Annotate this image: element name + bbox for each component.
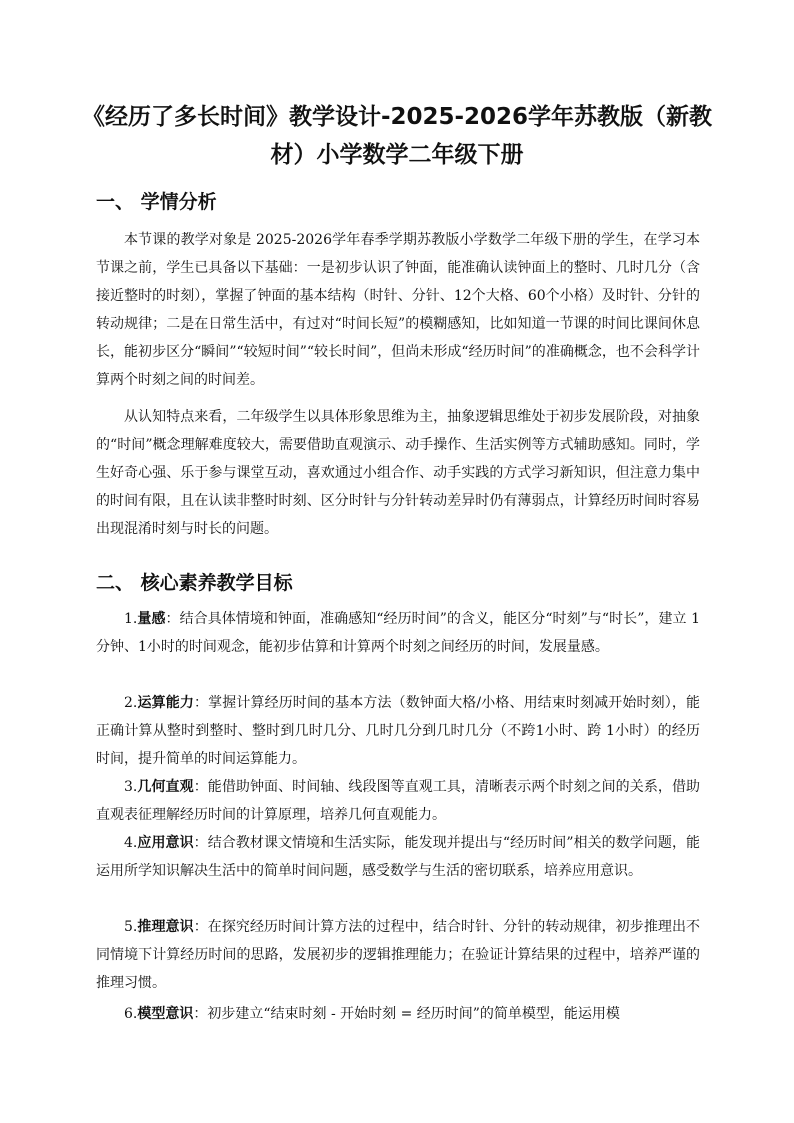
goal-number: 6. (124, 1006, 138, 1022)
goal-text: ：在探究经历时间计算方法的过程中，结合时针、分针的转动规律，初步推理出不同情境下计算经历时间的思路，发展初步的逻辑推理能力；在验证计算结果的过程中，培养严谨的推理习惯。 (96, 919, 701, 991)
section-heading-core-goals: 二、 核心素养教学目标 (96, 572, 293, 594)
goal-item (96, 773, 700, 829)
goal-number: 3. (124, 779, 138, 795)
section-heading-learning-analysis: 一、 学情分析 (96, 191, 217, 213)
goal-text: ：能借助钟面、时间轴、线段图等直观工具，清晰表示两个时刻之间的关系，借助直观表征理解经历时间的计算原理，培养几何直观能力。 (96, 779, 701, 823)
goal-text: ：结合具体情境和钟面，准确感知“经历时间”的含义，能区分“时刻”与“时长”，建立 1分钟、1小时的时间观念，能初步估算和计算两个时刻之间经历的时间，发展量感。 (96, 611, 700, 655)
goal-number: 4. (124, 835, 138, 851)
goal-number: 1. (124, 611, 138, 627)
goal-item (96, 689, 700, 773)
goal-number: 5. (124, 919, 138, 935)
goal-term: 运算能力 (137, 695, 194, 711)
goal-term: 模型意识 (137, 1006, 194, 1022)
paragraph: 从认知特点来看，二年级学生以具体形象思维为主，抽象逻辑思维处于初步发展阶段，对抽象的“时间”概念理解难度较大，需要借助直观演示、动手操作、生活实例等方式辅助感知。同时，学生好奇心强、乐于参与课堂互动，喜欢通过小组合作、动手实践的方式学习新知识，但注意力集中的时间有限，且在认读非整时时刻、区分时针与分针转动差异时仍有薄弱点，计算经历时间时容易出现混淆时刻与时长的问题。 (96, 409, 700, 537)
goal-term: 量感 (137, 611, 166, 627)
goal-text: ：结合教材课文情境和生活实际，能发现并提出与“经历时间”相关的数学问题，能运用所学知识解决生活中的简单时间问题，感受数学与生活的密切联系，培养应用意识。 (96, 835, 701, 879)
document-title: 《经历了多长时间》教学设计-2025-2026学年苏教版（新教材）小学数学二年级下册 (81, 104, 713, 168)
goal-item (96, 829, 700, 885)
goal-text: ：初步建立“结束时刻 - 开始时刻 = 经历时间”的简单模型，能运用模 (193, 1006, 620, 1022)
goal-item (96, 913, 700, 997)
goal-item (96, 1000, 700, 1028)
paragraph: 本节课的教学对象是 2025-2026学年春季学期苏教版小学数学二年级下册的学生，在学习本节课之前，学生已具备以下基础：一是初步认识了钟面，能准确认读钟面上的整时、几时几分（含接近整时的时刻），掌握了钟面的基本结构（时针、分针、12个大格、60个小格）及时针、分针的转动规律；二是在日常生活中，有过对“时间长短”的模糊感知，比如知道一节课的时间比课间休息长，能初步区分“瞬间”“较短时间”“较长时间”，但尚未形成“经历时间”的准确概念，也不会科学计算两个时刻之间的时间差。 (96, 232, 700, 388)
goal-text: ：掌握计算经历时间的基本方法（数钟面大格/小格、用结束时刻减开始时刻），能正确计算从整时到整时、整时到几时几分、几时几分到几时几分（不跨1小时、跨 1小时）的经历时间，提升简单的时间运算能力。 (96, 695, 701, 767)
goal-item (96, 605, 700, 661)
goal-term: 推理意识 (137, 919, 194, 935)
goal-term: 几何直观 (137, 779, 194, 795)
goal-number: 2. (124, 695, 138, 711)
goal-term: 应用意识 (137, 835, 194, 851)
